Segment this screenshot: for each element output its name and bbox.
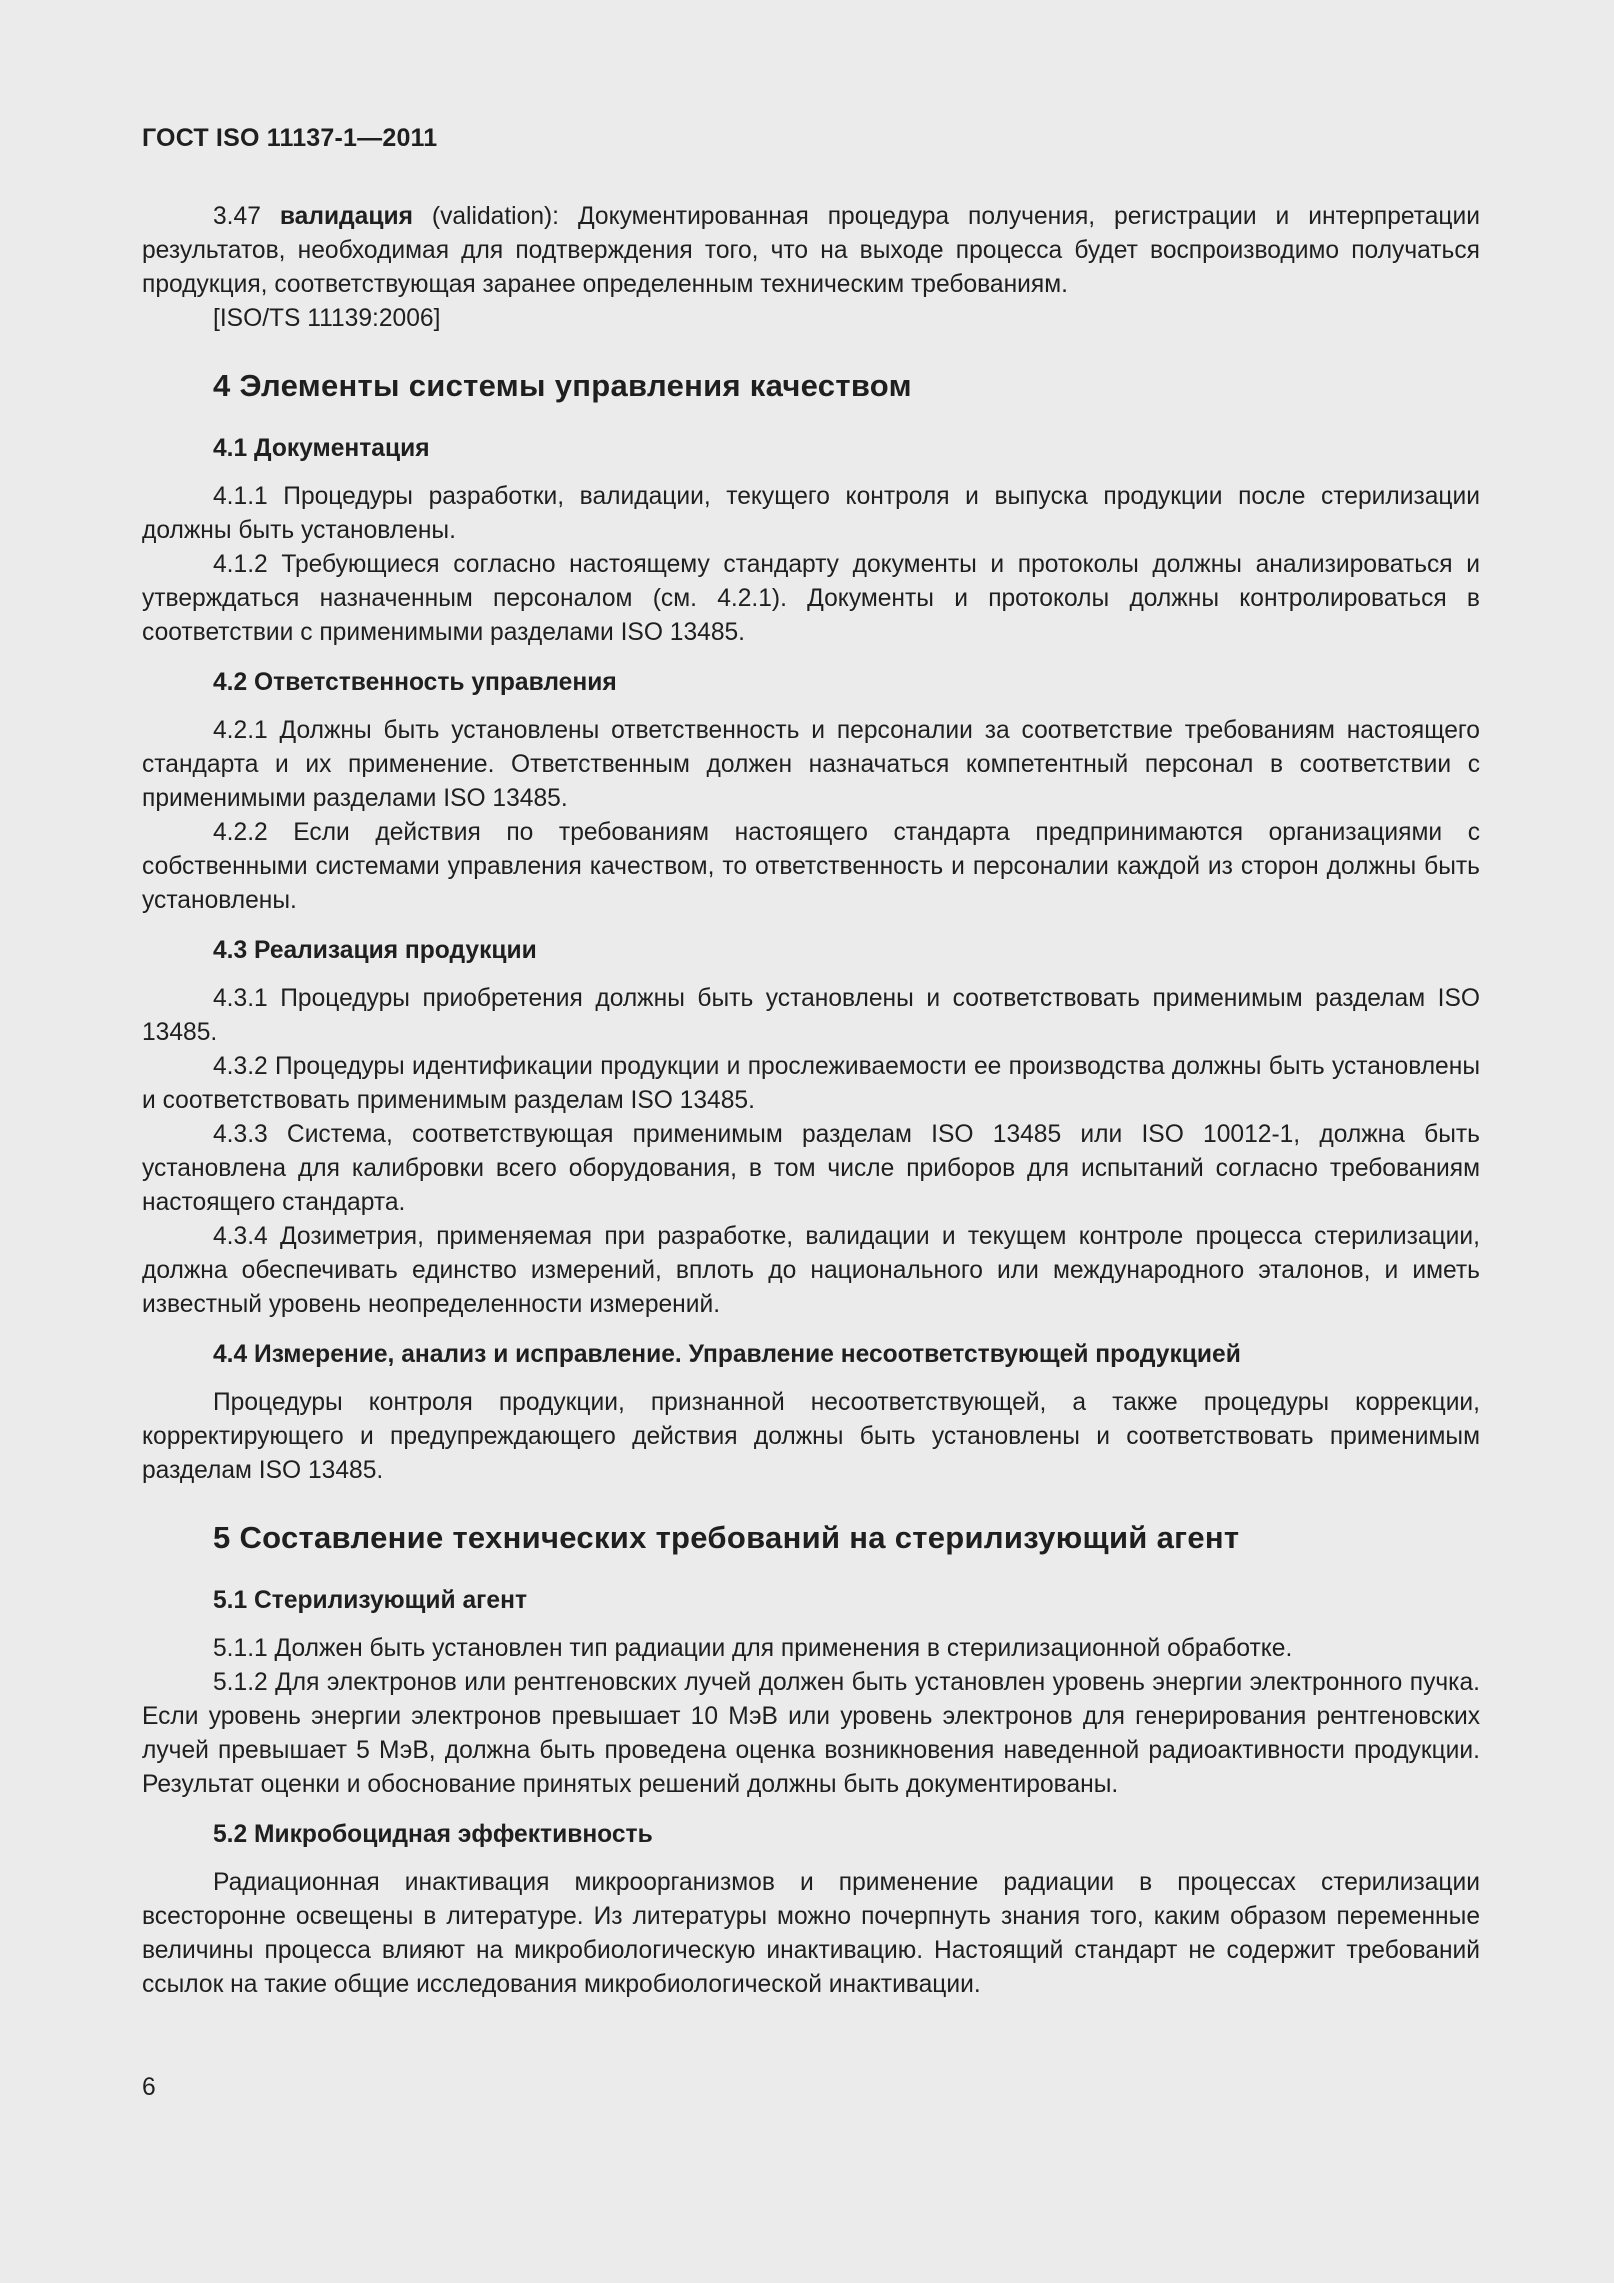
paragraph-4-3-2: 4.3.2 Процедуры идентификации продукции и прослеживаемости ее производства должны быть установлены и соответствовать применимым разделам ISO 13485. [142,1053,1480,1114]
paragraph-4-4: Процедуры контроля продукции, признанной несоответствующей, а также процедуры коррекции, корректирующего и предупреждающего действия должны быть установлены и соответствовать применимым разделам ISO 13485. [142,1389,1480,1484]
section-4-title: 4 Элементы системы управления качеством [213,368,912,403]
subsection-4-3-title: 4.3 Реализация продукции [213,937,537,964]
subsection-4-4-title: 4.4 Измерение, анализ и исправление. Управление несоответствующей продукцией [213,1341,1241,1368]
subsection-5-2-title: 5.2 Микробоцидная эффективность [213,1821,653,1848]
subsection-4-2-title: 4.2 Ответственность управления [213,669,617,696]
paragraph-5-1-2: 5.1.2 Для электронов или рентгеновских лучей должен быть установлен уровень энергии электронного пучка. Если уровень энергии электронов превышает 10 МэВ или уровень электронов для генерирования рентгеновских лучей превышает 5 МэВ, должна быть проведена оценка возникновения наведенной радиоактивности продукции. Результат оценки и обоснование принятых решений должны быть документированы. [142,1669,1480,1798]
section-5-title: 5 Составление технических требований на стерилизующий агент [213,1520,1240,1555]
paragraph-4-2-1: 4.2.1 Должны быть установлены ответственность и персоналии за соответствие требованиям настоящего стандарта и их применение. Ответственным должен назначаться компетентный персонал в соответствии с применимыми разделами ISO 13485. [142,717,1480,812]
paragraph-5-1-1: 5.1.1 Должен быть установлен тип радиации для применения в стерилизационной обработке. [213,1635,1293,1662]
citation: [ISO/TS 11139:2006] [213,305,441,332]
document-header: ГОСТ ISO 11137-1—2011 [142,124,438,152]
term-number: 3.47 [213,203,261,230]
paragraph-4-3-3: 4.3.3 Система, соответствующая применимым разделам ISO 13485 или ISO 10012-1, должна быть установлена для калибровки всего оборудования, в том числе приборов для испытаний согласно требованиям настоящего стандарта. [142,1121,1480,1216]
subsection-5-1-title: 5.1 Стерилизующий агент [213,1587,528,1614]
term-definition: (validation): Документированная процедура получения, регистрации и интерпретации результатов, необходимая для подтверждения того, что на выходе процесса будет воспроизводимо получаться продукция, соответствующая заранее определенным техническим требованиям. [142,203,1480,298]
paragraph-4-1-1: 4.1.1 Процедуры разработки, валидации, текущего контроля и выпуска продукции после стерилизации должны быть установлены. [142,483,1480,544]
document-body [142,200,1480,2002]
page-number: 6 [142,2074,156,2101]
paragraph-4-1-2: 4.1.2 Требующиеся согласно настоящему стандарту документы и протоколы должны анализироваться и утверждаться назначенным персоналом (см. 4.2.1). Документы и протоколы должны контролироваться в соответствии с применимыми разделами ISO 13485. [142,551,1480,646]
subsection-4-1-title: 4.1 Документация [213,435,430,462]
paragraph-4-3-1: 4.3.1 Процедуры приобретения должны быть установлены и соответствовать применимым разделам ISO 13485. [142,985,1480,1046]
term-name: валидация [279,203,413,230]
paragraph-5-2: Радиационная инактивация микроорганизмов и применение радиации в процессах стерилизации всесторонне освещены в литературе. Из литературы можно почерпнуть знания того, каким образом переменные величины процесса влияют на микробиологическую инактивацию. Настоящий стандарт не содержит требований ссылок на такие общие исследования микробиологической инактивации. [142,1869,1480,1998]
paragraph-3-47 [142,200,1480,302]
paragraph-4-3-4: 4.3.4 Дозиметрия, применяемая при разработке, валидации и текущем контроле процесса стерилизации, должна обеспечивать единство измерений, вплоть до национального или международного эталонов, и иметь известный уровень неопределенности измерений. [142,1223,1480,1318]
paragraph-4-2-2: 4.2.2 Если действия по требованиям настоящего стандарта предпринимаются организациями с собственными системами управления качеством, то ответственность и персоналии каждой из сторон должны быть установлены. [142,819,1480,914]
